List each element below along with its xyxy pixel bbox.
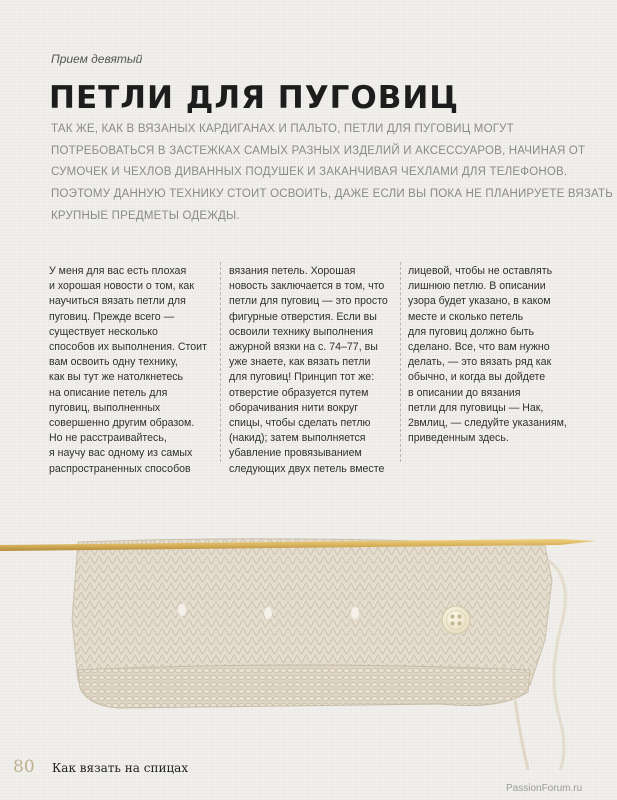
column-line: для пуговиц! Принцип тот же: [229,371,375,384]
page-title: ПЕТЛИ ДЛЯ ПУГОВИЦ [49,80,460,116]
column-line: фигурные отверстия. Если вы [229,310,377,323]
column-line: убавление провязыванием [229,447,362,460]
intro-line: ПОЭТОМУ ДАННУЮ ТЕХНИКУ СТОИТ ОСВОИТЬ, ДАЖЕ ЕСЛИ ВЫ ПОКА НЕ ПЛАНИРУЕТЕ ВЯЗАТЬ [51,188,613,201]
column-line: петли для пуговицы — Нак, [408,401,544,414]
text-column-3 [408,264,583,446]
book-title: Как вязать на спицах [52,761,189,775]
intro-paragraph [51,119,613,228]
eyelet-hole [178,604,186,616]
eyelet-hole [264,607,272,619]
knitting-swatch-photo [0,520,617,770]
column-line: пуговиц. Прежде всего — [49,310,175,323]
knitted-swatch [72,539,552,708]
column-line: и хорошая новости о том, как [49,280,194,293]
column-line: ажурной вязки на с. 74–77, вы [229,341,378,354]
column-line: лицевой, чтобы не оставлять [408,265,553,277]
text-column-1 [49,264,217,477]
watermark: PassionForum.ru [506,783,583,794]
column-line: новость заключается в том, что [229,280,385,293]
column-line: делать, — это вязать ряд как [408,356,552,369]
column-line: обычно, и когда вы дойдете [408,371,546,384]
column-line: уже знаете, как вязать петли [229,356,371,369]
page-number: 80 [13,757,35,777]
column-line: сделано. Все, что вам нужно [408,341,550,354]
column-line: спицы, чтобы сделать петлю [229,417,371,430]
eyelet-hole [351,607,359,619]
column-line: узора будет указано, в каком [408,295,551,308]
column-line: петли для пуговиц — это просто [229,295,388,308]
column-line: пуговиц, выполненных [49,401,161,414]
section-subtitle: Прием девятый [51,52,143,66]
column-line: У меня для вас есть плохая [49,265,187,277]
intro-line: ПОТРЕБОВАТЬСЯ В ЗАСТЕЖКАХ САМЫХ РАЗНЫХ ИЗДЕЛИЙ И АКСЕССУАРОВ, НАЧИНАЯ ОТ [51,144,586,157]
column-line: месте и сколько петель [408,310,524,323]
column-divider [220,262,221,462]
column-divider [400,262,401,462]
column-line: совершенно другим образом. [49,417,195,430]
intro-line: КРУПНЫЕ ПРЕДМЕТЫ ОДЕЖДЫ. [51,209,240,222]
column-line: я научу вас одному из самых [49,447,193,460]
text-column-2 [229,264,397,477]
column-line: на описание петель для [49,386,168,399]
column-line: вам освоить одну технику, [49,356,178,369]
intro-line: ТАК ЖЕ, КАК В ВЯЗАНЫХ КАРДИГАНАХ И ПАЛЬТО, ПЕТЛИ ДЛЯ ПУГОВИЦ МОГУТ [51,123,514,135]
column-line: отверстие образуется путем [229,386,369,399]
column-line: вязания петель. Хорошая [229,265,356,277]
column-line: следующих двух петель вместе [229,462,385,475]
column-line: распространенных способов [49,462,191,475]
column-line: Но не расстраивайтесь, [49,432,167,445]
column-line: в описании до вязания [408,386,521,399]
column-line: как вы тут же натолкнетесь [49,371,184,384]
column-line: существует несколько [49,325,158,338]
column-line: (накид); затем выполняется [229,432,366,445]
column-line: оборачивания нити вокруг [229,401,359,414]
button [442,606,470,634]
column-line: освоили технику выполнения [229,325,374,338]
column-line: 2вмлиц, — следуйте указаниям, [408,417,567,430]
column-line: способов их выполнения. Стоит [49,341,207,354]
column-line: приведенным здесь. [408,432,509,445]
column-line: для пуговиц должно быть [408,325,535,338]
yarn-tail [515,700,528,770]
intro-line: СУМОЧЕК И ЧЕХЛОВ ДИВАННЫХ ПОДУШЕК И ЗАКАНЧИВАЯ ЧЕХЛАМИ ДЛЯ ТЕЛЕФОНОВ. [51,166,568,179]
column-line: научиться вязать петли для [49,295,186,308]
column-line: лишнюю петлю. В описании [408,280,546,293]
